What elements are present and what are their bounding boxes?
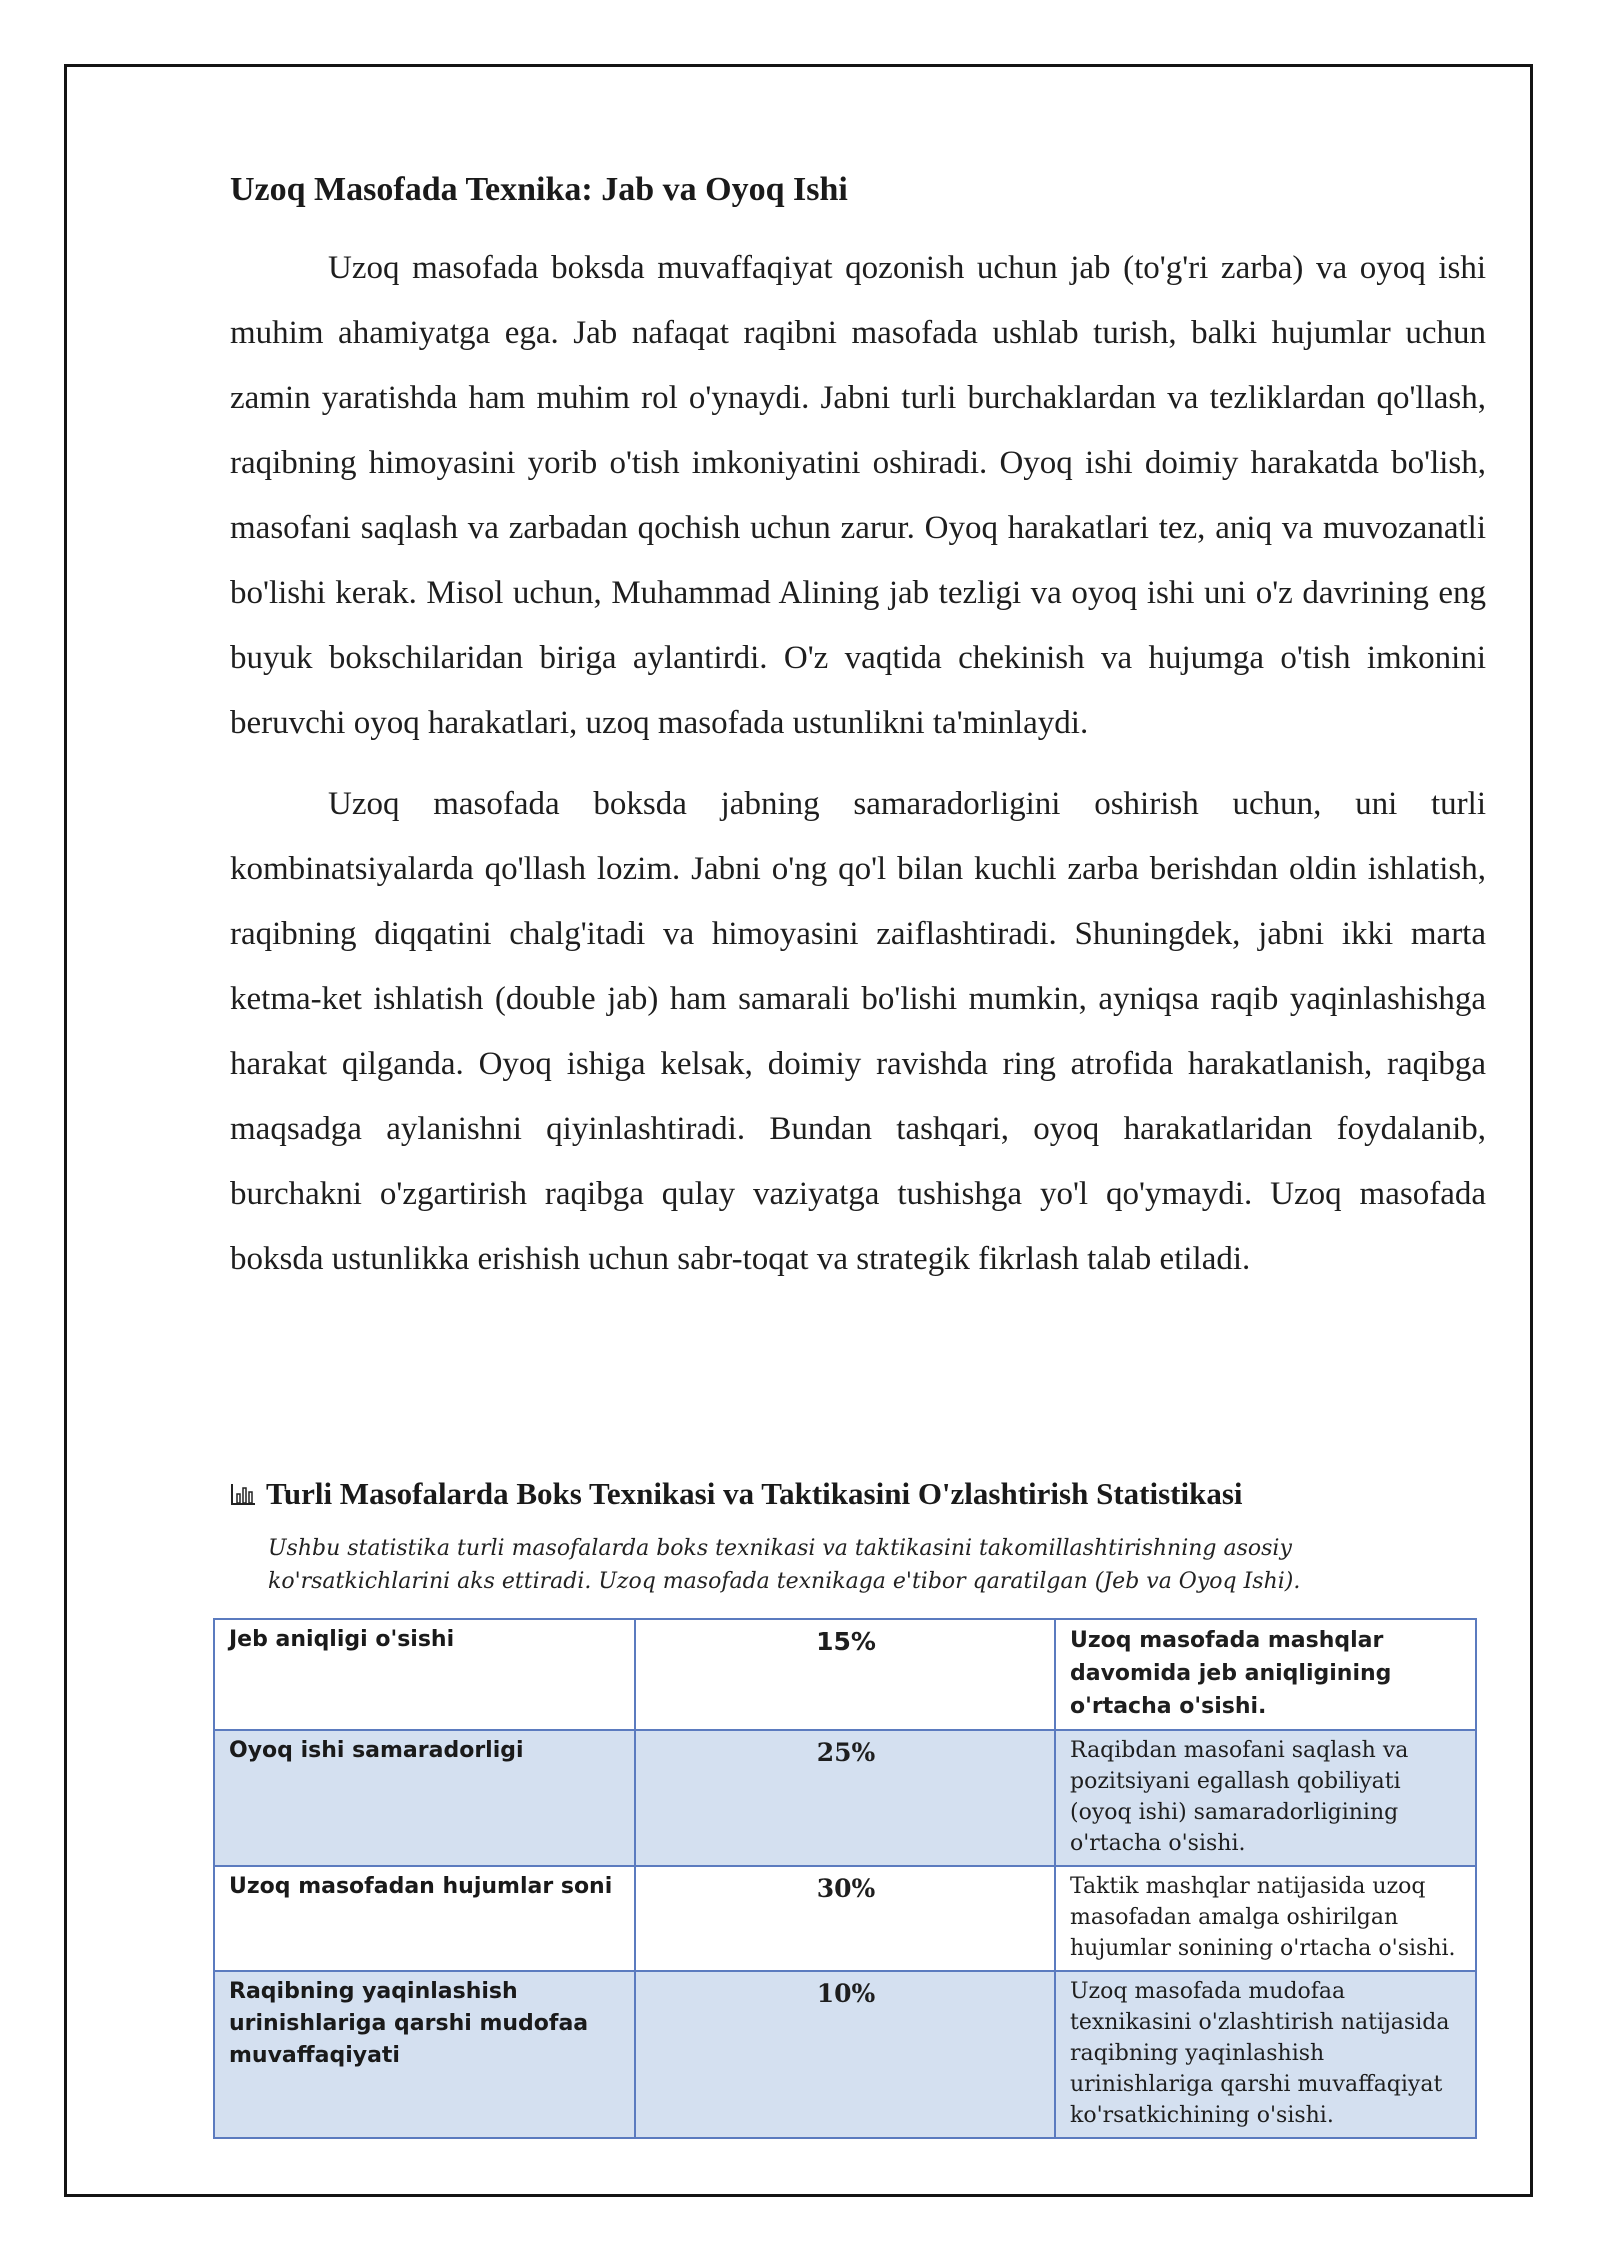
metric-cell — [214, 1619, 635, 1730]
table-row — [214, 1619, 1476, 1730]
metric-label: Uzoq masofadan hujumlar soni — [229, 1874, 613, 1899]
metric-cell — [214, 1971, 635, 2138]
metric-label: Raqibning yaqinlashish urinishlariga qarshi mudofaa muvaffaqiyati — [229, 1979, 589, 2068]
table-row — [214, 1866, 1476, 1971]
bar-chart-icon — [230, 1476, 256, 1500]
stats-title — [230, 1474, 1490, 1514]
stats-table — [213, 1618, 1477, 2139]
metric-value: 15% — [816, 1627, 876, 1656]
metric-description: Uzoq masofada mudofaa texnikasini o'zlashtirish natijasida raqibning yaqinlashish urinishlariga qarshi muvaffaqiyat ko'rsatkichining o'sishi. — [1070, 1979, 1450, 2128]
metric-cell — [214, 1866, 635, 1971]
paragraph-2: Uzoq masofada boksda jabning samaradorligini oshirish uchun, uni turli kombinatsiyalarda qo'llash lozim. Jabni o'ng qo'l bilan kuchli zarba berishdan oldin ishlatish, raqibning diqqatini chalg'itadi va himoyasini zaiflashtiradi. Shuningdek, jabni ikki marta ketma-ket ishlatish (double jab) ham samarali bo'lishi mumkin, ayniqsa raqib yaqinlashishga harakat qilganda. Oyoq ishiga kelsak, doimiy ravishda ring atrofida harakatlanish, raqibga maqsadga aylanishni qiyinlashtiradi. Bundan tashqari, oyoq harakatlaridan foydalanib, burchakni o'zgartirish raqibga qulay vaziyatga tushishga yo'l qo'ymaydi. Uzoq masofada boksda ustunlikka erishish uchun sabr-toqat va strategik fikrlash talab etiladi. — [230, 786, 1486, 1277]
document-body — [230, 170, 1486, 1308]
value-cell — [635, 1730, 1055, 1866]
table-row — [214, 1971, 1476, 2138]
metric-value: 30% — [816, 1874, 876, 1903]
metric-description: Taktik mashqlar natijasida uzoq masofadan amalga oshirilgan hujumlar sonining o'rtacha o'sishi. — [1070, 1874, 1456, 1961]
table-row — [214, 1730, 1476, 1866]
description-cell — [1055, 1730, 1476, 1866]
description-cell — [1055, 1619, 1476, 1730]
metric-value: 25% — [816, 1738, 876, 1767]
value-cell — [635, 1971, 1055, 2138]
value-cell — [635, 1866, 1055, 1971]
metric-label: Jeb aniqligi o'sishi — [229, 1627, 455, 1652]
metric-value: 10% — [816, 1979, 876, 2008]
section-heading: Uzoq Masofada Texnika: Jab va Oyoq Ishi — [230, 171, 848, 208]
value-cell — [635, 1619, 1055, 1730]
description-cell — [1055, 1971, 1476, 2138]
stats-description: Ushbu statistika turli masofalarda boks texnikasi va taktikasini takomillashtirishning asosiy ko'rsatkichlarini aks ettiradi. Uzoq masofada texnikaga e'tibor qaratilgan (Jeb va Oyoq Ishi). — [268, 1536, 1301, 1594]
metric-description: Uzoq masofada mashqlar davomida jeb aniqligining o'rtacha o'sishi. — [1070, 1628, 1392, 1719]
stats-title-text: Turli Masofalarda Boks Texnikasi va Taktikasini O'zlashtirish Statistikasi — [266, 1476, 1243, 1511]
metric-label: Oyoq ishi samaradorligi — [229, 1738, 524, 1763]
metric-cell — [214, 1730, 635, 1866]
description-cell — [1055, 1866, 1476, 1971]
paragraph-1: Uzoq masofada boksda muvaffaqiyat qozonish uchun jab (to'g'ri zarba) va oyoq ishi muhim ahamiyatga ega. Jab nafaqat raqibni masofada ushlab turish, balki hujumlar uchun zamin yaratishda ham muhim rol o'ynaydi. Jabni turli burchaklardan va tezliklardan qo'llash, raqibning himoyasini yorib o'tish imkoniyatini oshiradi. Oyoq ishi doimiy harakatda bo'lish, masofani saqlash va zarbadan qochish uchun zarur. Oyoq harakatlari tez, aniq va muvozanatli bo'lishi kerak. Misol uchun, Muhammad Alining jab tezligi va oyoq ishi uni o'z davrining eng buyuk bokschilaridan biriga aylantirdi. O'z vaqtida chekinish va hujumga o'tish imkonini beruvchi oyoq harakatlari, uzoq masofada ustunlikni ta'minlaydi. — [230, 250, 1486, 741]
metric-description: Raqibdan masofani saqlash va pozitsiyani egallash qobiliyati (oyoq ishi) samaradorligining o'rtacha o'sishi. — [1070, 1738, 1409, 1856]
